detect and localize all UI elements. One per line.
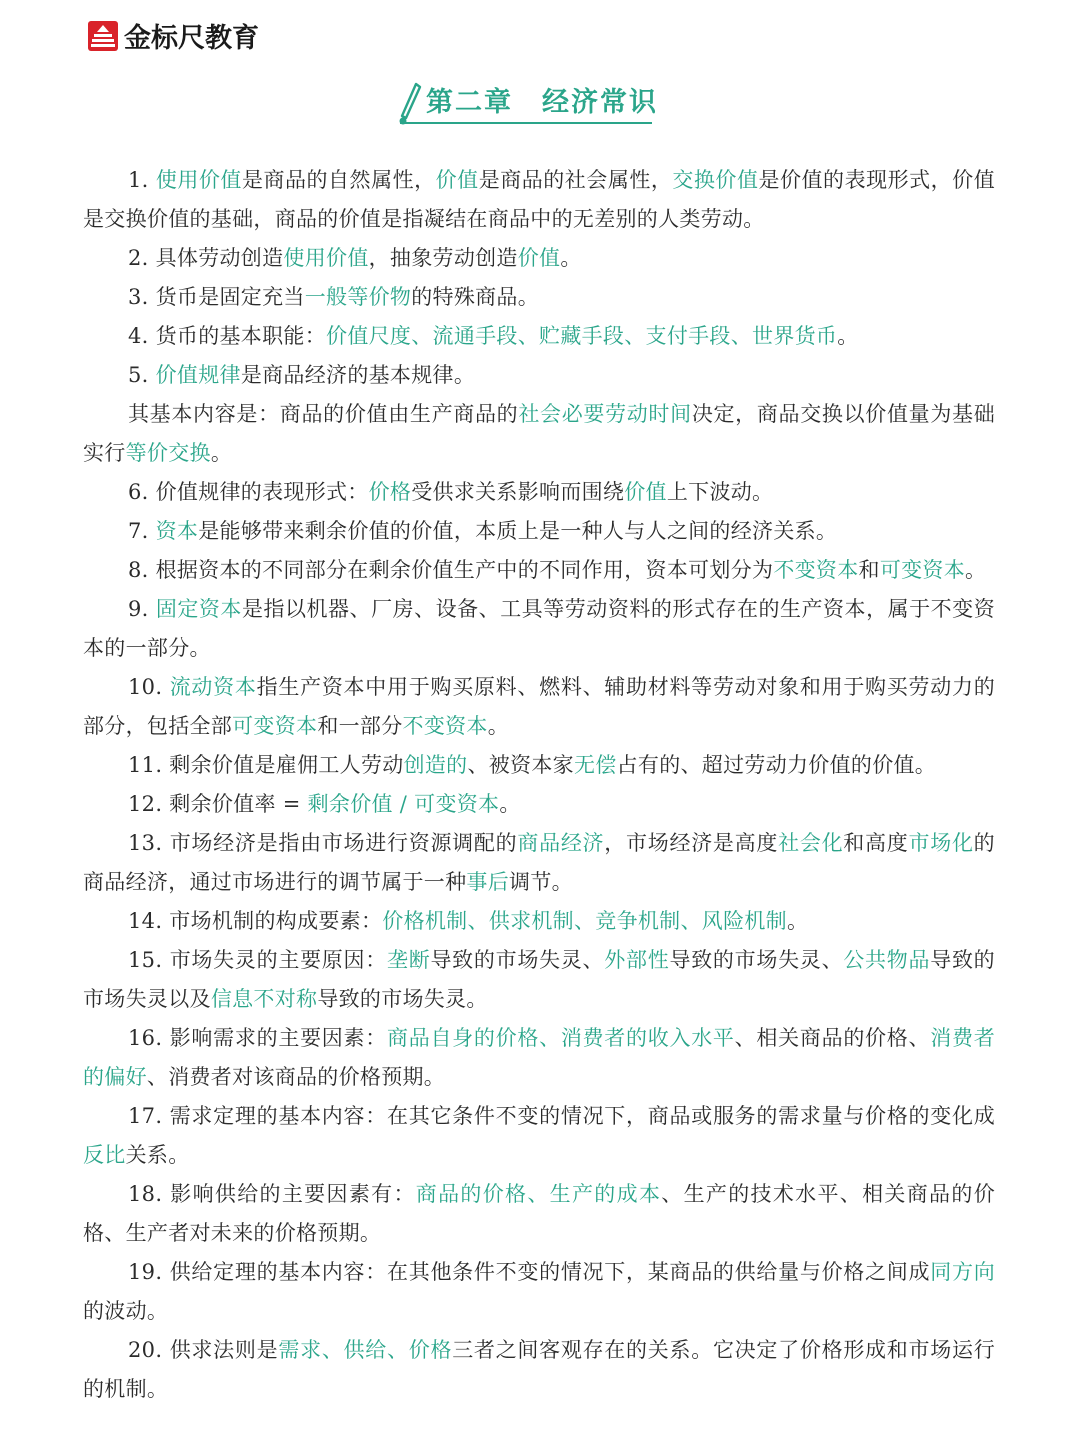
highlight-term: 商品自身的价格、消费者的收入水平 <box>387 1026 735 1050</box>
point-text: 是价值的表现形式，价值是交换价值的基础，商品的价值是指凝结在商品中的无差别的人类劳动。 <box>83 168 995 231</box>
point-text: 导致的市场失灵、 <box>669 948 844 972</box>
point-text: ，抽象劳动创造 <box>368 246 518 270</box>
point-text: 、消费者对该商品的价格预期。 <box>146 1065 446 1089</box>
highlight-term: 使用价值 <box>283 246 369 270</box>
point-text: 5. <box>128 363 156 387</box>
highlight-term: 商品经济 <box>517 831 605 855</box>
point-text: 受供求关系影响而围绕 <box>411 480 625 504</box>
point-text: 19. 供给定理的基本内容：在其他条件不变的情况下，某商品的供给量与价格之间成 <box>128 1260 931 1284</box>
highlight-term: 公共物品 <box>843 948 931 972</box>
point-text: 。 <box>487 714 510 738</box>
highlight-term: 资本 <box>155 519 199 543</box>
highlight-term: 可变资本 <box>879 558 966 582</box>
highlight-term: 不变资本 <box>402 714 488 738</box>
highlight-term: 无偿 <box>573 753 617 777</box>
highlight-term: 使用价值 <box>155 168 242 192</box>
point-text: 。 <box>837 324 859 348</box>
red-pagoda-logo-icon <box>88 21 118 51</box>
point-text: 。 <box>560 246 582 270</box>
knowledge-point <box>83 824 995 902</box>
chapter-underline <box>400 122 652 124</box>
highlight-term: 价值规律 <box>155 363 241 387</box>
point-text: 三者之间客观存在的关系。它决定了价格形成和市场运行的机制。 <box>83 1338 996 1401</box>
brand-logo <box>88 16 259 55</box>
point-text: 13. 市场经济是指由市场进行资源调配的 <box>128 831 518 855</box>
point-text: 占有的、超过劳动力价值的价值。 <box>616 753 937 777</box>
point-text: 11. 剩余价值是雇佣工人劳动 <box>128 753 404 777</box>
point-text: 和一部分 <box>317 714 403 738</box>
point-text: 的特殊商品。 <box>411 285 540 309</box>
highlight-term: 等价交换 <box>125 441 211 465</box>
highlight-term: 固定资本 <box>155 597 242 621</box>
highlight-term: 价格 <box>368 480 412 504</box>
brand-name: 金标尺教育 <box>124 23 259 54</box>
knowledge-point <box>83 395 995 473</box>
chapter-heading <box>396 72 656 128</box>
highlight-term: 交换价值 <box>672 168 759 192</box>
point-text: 3. 货币是固定充当 <box>128 285 305 309</box>
knowledge-point <box>83 473 995 512</box>
knowledge-point <box>83 746 995 785</box>
point-text: 调节。 <box>509 870 573 894</box>
knowledge-point <box>83 1097 995 1175</box>
point-text: 。 <box>210 441 233 465</box>
highlight-term: 价值 <box>624 480 667 504</box>
point-text: 20. 供求法则是 <box>128 1338 279 1362</box>
knowledge-point <box>83 941 995 1019</box>
highlight-term: 剩余价值 / 可变资本 <box>307 792 500 816</box>
pen-icon <box>396 82 424 126</box>
highlight-term: 价格机制、供求机制、竞争机制、风险机制 <box>382 909 787 933</box>
knowledge-point <box>83 1019 995 1097</box>
knowledge-point <box>83 1331 995 1409</box>
knowledge-point <box>83 512 995 551</box>
point-text: ，市场经济是高度 <box>604 831 779 855</box>
knowledge-point <box>83 785 995 824</box>
knowledge-point <box>83 278 995 317</box>
highlight-term: 不变资本 <box>773 558 859 582</box>
point-text: 其基本内容是：商品的价值由生产商品的 <box>128 402 519 426</box>
point-text: 是能够带来剩余价值的价值，本质上是一种人与人之间的经济关系。 <box>198 519 838 543</box>
knowledge-point <box>83 902 995 941</box>
knowledge-point <box>83 161 995 239</box>
point-text: 是指以机器、厂房、设备、工具等劳动资料的形式存在的生产资本，属于不变资本的一部分。 <box>83 597 995 660</box>
point-text: 是商品经济的基本规律。 <box>240 363 476 387</box>
point-text: 决定，商品交换以价值量为基础实行 <box>83 402 996 465</box>
point-text: 10. <box>128 675 170 699</box>
point-text: 14. 市场机制的构成要素： <box>128 909 383 933</box>
knowledge-point <box>83 590 995 668</box>
point-text: 和高度 <box>843 831 909 855</box>
highlight-term: 反比 <box>83 1143 126 1167</box>
chapter-title: 第二章 经济常识 <box>426 87 658 118</box>
highlight-term: 事后 <box>466 870 510 894</box>
highlight-term: 价值 <box>435 168 479 192</box>
highlight-term: 同方向 <box>930 1260 995 1284</box>
point-text: 18. 影响供给的主要因素有： <box>128 1182 416 1206</box>
knowledge-point <box>83 1175 995 1253</box>
point-text: 。 <box>965 558 987 582</box>
knowledge-point <box>83 239 995 278</box>
point-text: 是商品的社会属性， <box>478 168 673 192</box>
knowledge-points <box>83 161 995 1409</box>
point-text: 、相关商品的价格、 <box>734 1026 931 1050</box>
highlight-term: 社会化 <box>778 831 844 855</box>
highlight-term: 价值尺度、流通手段、贮藏手段、支付手段、世界货币 <box>326 324 838 348</box>
highlight-term: 商品的价格、生产的成本 <box>415 1182 662 1206</box>
point-text: 8. 根据资本的不同部分在剩余价值生产中的不同作用，资本可划分为 <box>128 558 774 582</box>
point-text: 。 <box>786 909 809 933</box>
highlight-term: 创造的 <box>403 753 468 777</box>
highlight-term: 垄断 <box>386 948 431 972</box>
point-text: 指生产资本中用于购买原料、燃料、辅助材料等劳动对象和用于购买劳动力的部分，包括全部 <box>83 675 995 738</box>
highlight-term: 信息不对称 <box>210 987 318 1011</box>
point-text: 导致的市场失灵。 <box>317 987 488 1011</box>
highlight-term: 外部性 <box>604 948 670 972</box>
highlight-term: 消费者的偏好 <box>83 1026 995 1089</box>
point-text: 、生产的技术水平、相关商品的价格、生产者对未来的价格预期。 <box>83 1182 995 1245</box>
point-text: 导致的市场失灵以及 <box>83 948 995 1011</box>
point-text: 15. 市场失灵的主要原因： <box>128 948 387 972</box>
highlight-term: 流动资本 <box>169 675 257 699</box>
point-text: 、被资本家 <box>467 753 574 777</box>
point-text: 12. 剩余价值率 = <box>128 792 308 816</box>
knowledge-point <box>83 317 995 356</box>
knowledge-point <box>83 356 995 395</box>
highlight-term: 一般等价物 <box>304 285 412 309</box>
point-text: 9. <box>128 597 156 621</box>
point-text: 17. 需求定理的基本内容：在其它条件不变的情况下，商品或服务的需求量与价格的变化成 <box>128 1104 995 1128</box>
knowledge-point <box>83 551 995 590</box>
highlight-term: 可变资本 <box>232 714 318 738</box>
point-text: 关系。 <box>125 1143 190 1167</box>
point-text: 和 <box>858 558 880 582</box>
point-text: 16. 影响需求的主要因素： <box>128 1026 387 1050</box>
point-text: 6. 价值规律的表现形式： <box>128 480 369 504</box>
point-text: 2. 具体劳动创造 <box>128 246 284 270</box>
highlight-term: 市场化 <box>908 831 974 855</box>
highlight-term: 需求、供给、价格 <box>278 1338 453 1362</box>
point-text: 上下波动。 <box>666 480 774 504</box>
point-text: 。 <box>499 792 521 816</box>
point-text: 4. 货币的基本职能： <box>128 324 327 348</box>
point-text: 7. <box>128 519 156 543</box>
point-text: 1. <box>128 168 156 192</box>
highlight-term: 价值 <box>517 246 561 270</box>
point-text: 导致的市场失灵、 <box>430 948 605 972</box>
knowledge-point <box>83 668 995 746</box>
point-text: 是商品的自然属性， <box>241 168 436 192</box>
highlight-term: 社会必要劳动时间 <box>518 402 692 426</box>
knowledge-point <box>83 1253 995 1331</box>
point-text: 的波动。 <box>83 1299 169 1323</box>
point-text: 的商品经济，通过市场进行的调节属于一种 <box>83 831 995 894</box>
